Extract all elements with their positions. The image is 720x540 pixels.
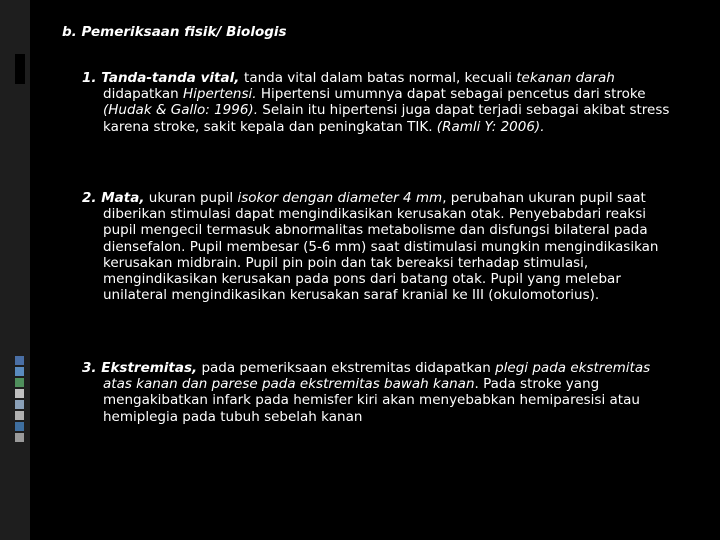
item-text: isokor dengan diameter 4 mm [237, 190, 443, 206]
decor-square [15, 356, 24, 365]
item-text: Hipertensi. [183, 86, 257, 103]
decor-square [15, 411, 24, 420]
item-text: Hipertensi umumnya dapat sebagai pencetus dari stroke [256, 86, 646, 103]
item-text: (Ramli Y: 2006). [436, 118, 545, 135]
item-text: , perubahan ukuran pupil saat diberikan stimulasi dapat mengindikasikan kerusakan otak. Penyebabdari reaksi pupil mengecil termasuk abnormalitas metabolisme dan disfungsi bilateral pada diensefalon. Pupil membesar (5-6 mm) saat distimulasi mungkin mengindikasikan kerusakan midbrain. Pupil pin poin dan tak bereaksi terhadap stimulasi, mengindikasikan kerusakan pada pons dari batang otak. Pupil yang melebar unilateral mengindikasikan kerusakan saraf kranial ke III (okulomotorius). [103, 190, 659, 304]
item-heading: 3. Ekstremitas, [82, 360, 198, 376]
item-text: didapatkan [103, 86, 183, 103]
decor-square [15, 433, 24, 442]
decor-square [15, 400, 24, 409]
decor-square [15, 378, 24, 387]
decor-square [15, 422, 24, 431]
item-eyes [82, 190, 683, 303]
item-text: . Pada stroke yang mengakibatkan infark pada hemisfer kiri akan menyebabkan hemiparesisi atau hemiplegia pada tubuh sebelah kanan [103, 376, 640, 425]
item-heading: 1. Tanda-tanda vital, [82, 70, 245, 86]
item-text: Selain itu hipertensi juga dapat terjadi sebagai akibat stress karena stroke, sakit kepala dan peningkatan TIK. [103, 102, 670, 135]
item-text: pada pemeriksaan ekstremitas didapatkan [197, 360, 496, 376]
item-extremities [82, 360, 683, 425]
decor-square [15, 367, 24, 376]
item-text: (Hudak & Gallo: 1996). [103, 102, 258, 119]
item-text: plegi pada ekstremitas atas kanan dan parese pada ekstremitas bawah kanan [103, 360, 651, 393]
item-heading: 2. Mata, [82, 190, 145, 206]
item-text: tekanan darah [516, 70, 615, 86]
section-title: b. Pemeriksaan fisik/ Biologis [62, 24, 287, 40]
item-text: tanda vital dalam batas normal, kecuali [244, 70, 517, 86]
decor-square [15, 389, 24, 398]
item-vital-signs [82, 70, 683, 135]
decor-bar [15, 54, 25, 84]
decor-squares [15, 356, 24, 444]
item-text: ukuran pupil [144, 190, 238, 206]
